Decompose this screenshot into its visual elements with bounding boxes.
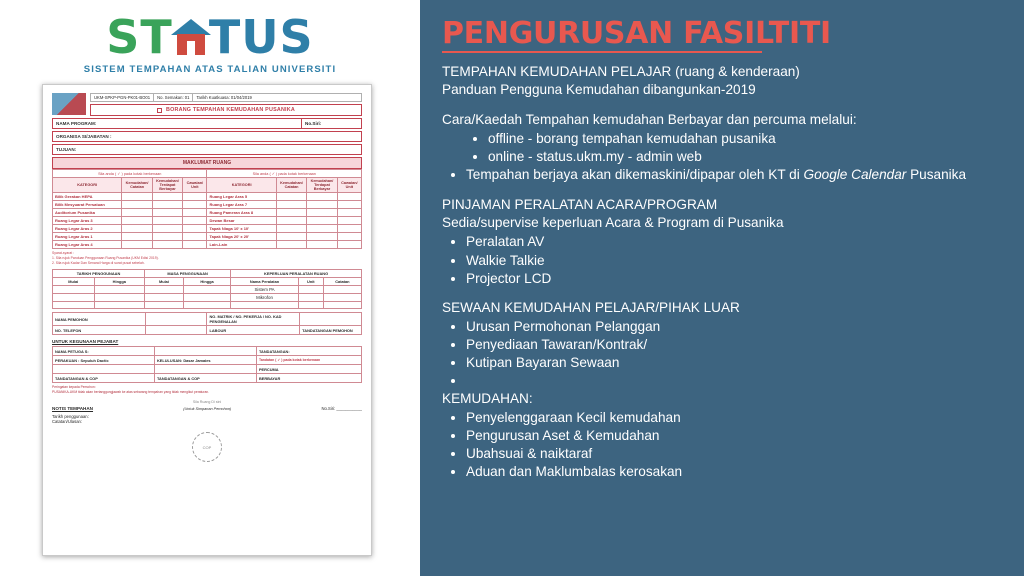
logo-tagline: SISTEM TEMPAHAN ATAS TALIAN UNIVERSITI xyxy=(83,64,337,75)
form-field-row xyxy=(52,144,362,155)
cell[interactable] xyxy=(154,347,256,356)
section2-list xyxy=(442,233,1004,287)
section1-sub-list xyxy=(442,130,1004,166)
section-band-room-info: MAKLUMAT RUANG xyxy=(52,157,362,169)
room-name: Ruang Legar Aras 5 xyxy=(207,193,276,201)
reminder-title: Peringatan kepada Pemohon: xyxy=(52,385,96,390)
section3-heading: SEWAAN KEMUDAHAN PELAJAR/PIHAK LUAR xyxy=(442,299,740,315)
col-unit-right: Cawaian/ Unit xyxy=(337,178,361,193)
col-category-left: KATEGORI xyxy=(53,178,122,193)
section1-lead: Cara/Kaedah Tempahan kemudahan Berbayar dan percuma melalui: xyxy=(442,112,857,128)
room-name: Ruang Legar Aras 4 xyxy=(53,241,122,249)
room-unit[interactable] xyxy=(337,209,361,217)
room-name: Auditorium Pusanika xyxy=(53,209,122,217)
cell[interactable] xyxy=(183,286,230,294)
form-header xyxy=(52,93,362,116)
table-row xyxy=(53,313,362,326)
room-checkbox[interactable] xyxy=(307,241,337,249)
room-checkbox[interactable] xyxy=(276,225,306,233)
table-row xyxy=(53,302,362,309)
cut-line-note: Sila Ruang Di sini xyxy=(192,399,222,404)
notis-field-note: Catatan/Ulasan: xyxy=(52,418,83,424)
list-item: • Ubahsuai & naiktaraf xyxy=(466,445,1004,463)
table-row xyxy=(53,347,362,356)
room-unit[interactable] xyxy=(337,241,361,249)
equipment-name: Mikrofon xyxy=(231,294,299,302)
cell[interactable] xyxy=(145,302,184,309)
room-name: Lain-Lain xyxy=(207,241,276,249)
form-title-text: BORANG TEMPAHAN KEMUDAHAN PUSANIKA xyxy=(166,107,295,113)
list-item: • Urusan Permohonan Pelanggan xyxy=(466,318,1004,336)
room-checkbox[interactable] xyxy=(152,233,182,241)
label-officer-name: NAMA PETUGA S: xyxy=(53,347,155,356)
col-paid-right: Kemudahan/ Terdapat Berbayar xyxy=(307,178,337,193)
room-unit[interactable] xyxy=(337,201,361,209)
room-checkbox[interactable] xyxy=(307,233,337,241)
label-percuma: PERCUMA xyxy=(256,365,361,374)
room-unit[interactable] xyxy=(337,225,361,233)
room-name: Tapak Niaga 10' x 10' xyxy=(207,225,276,233)
table-row xyxy=(53,356,362,365)
room-checkbox[interactable] xyxy=(307,201,337,209)
usage-sub-end-time: Hingga xyxy=(183,278,230,286)
room-unit[interactable] xyxy=(183,217,207,225)
label-applicant-phone: NO. TELEFON xyxy=(53,326,146,335)
table-row xyxy=(53,326,362,335)
form-code-2: No. Semakan: 01 xyxy=(154,94,193,101)
cell[interactable] xyxy=(231,302,299,309)
table-row xyxy=(53,217,362,225)
status-logo xyxy=(0,10,420,75)
logo-wordmark xyxy=(106,10,314,64)
label-signature-cop-1: TANDATANGAN & COP xyxy=(53,374,155,383)
table-row xyxy=(53,193,362,201)
usage-sub-equipment: Nama Peralatan xyxy=(231,278,299,286)
form-field-row xyxy=(52,118,362,129)
room-name: Dewan Besar xyxy=(207,217,276,225)
section2-heading: PINJAMAN PERALATAN ACARA/PROGRAM xyxy=(442,196,718,212)
room-checkbox[interactable] xyxy=(152,209,182,217)
field-label-organisation: ORGANISA SI/JABATAN : xyxy=(56,134,112,139)
room-checkbox[interactable] xyxy=(276,233,306,241)
section4-list xyxy=(442,409,1004,481)
section1-list xyxy=(442,166,1004,184)
room-name: Bilik Gerakan HEPA xyxy=(53,193,122,201)
room-checkbox[interactable] xyxy=(122,209,152,217)
cell[interactable] xyxy=(53,302,95,309)
condition-line: 1. Sila rujuk Panduan Penggunaan Ruang Pusanika (UKM Edisi 2019). xyxy=(52,256,159,261)
equipment-name: Sistem PA xyxy=(231,286,299,294)
list-item xyxy=(466,166,1004,184)
label-kelulusan: KELULUSAN: Dasar Jamaies xyxy=(154,356,256,365)
form-code-1: UKM-SPKP-PGN-PK01-BO01 xyxy=(91,94,154,101)
page-title-wrap xyxy=(442,18,1004,53)
logo-text-first: ST xyxy=(106,10,173,64)
room-checkbox[interactable] xyxy=(122,233,152,241)
room-name: Ruang Legar Aras 3 xyxy=(53,217,122,225)
table-row xyxy=(53,286,362,294)
cell[interactable] xyxy=(94,294,145,302)
room-checkbox[interactable] xyxy=(276,201,306,209)
cell[interactable] xyxy=(300,313,362,326)
cell[interactable] xyxy=(154,365,256,374)
tick-note-left: Sila anda ( ✓ ) pada kotak berkenaan xyxy=(53,170,207,178)
label-signature-cop-2: TANDATANGAN & COP xyxy=(154,374,256,383)
list-item: • Walkie Talkie xyxy=(466,252,1004,270)
room-unit[interactable] xyxy=(337,233,361,241)
room-name: Ruang Legar Aras 1 xyxy=(53,233,122,241)
form-conditions xyxy=(52,251,362,266)
officer-table xyxy=(52,346,362,383)
room-checkbox[interactable] xyxy=(152,193,182,201)
room-unit[interactable] xyxy=(183,209,207,217)
col-unit-left: Cawaian/ Unit xyxy=(183,178,207,193)
applicant-table xyxy=(52,312,362,335)
label-officer-signature: TANDATANGAN: xyxy=(256,347,361,356)
officer-section-title: UNTUK KEGUNAAN PEJABAT xyxy=(52,339,119,345)
section2-line: Sedia/supervise keperluan Acara & Program di Pusanika xyxy=(442,215,784,231)
form-code-bar xyxy=(90,93,362,102)
col-paid-left: Kemudahan/ Terdapat Berbayar xyxy=(152,178,182,193)
room-unit[interactable] xyxy=(183,241,207,249)
col-category-right: KATEGORI xyxy=(207,178,276,193)
room-checkbox[interactable] xyxy=(122,201,152,209)
room-name: Bilik Mesyuarat Persatuan xyxy=(53,201,122,209)
usage-sub-end-date: Hingga xyxy=(94,278,145,286)
room-unit[interactable] xyxy=(337,193,361,201)
notis-serial: No.Siri: ___________ xyxy=(321,405,362,411)
notis-subtitle: (Untuk Simpanan Pemohon) xyxy=(183,406,232,411)
cell[interactable] xyxy=(53,286,95,294)
section3-list xyxy=(442,318,1004,390)
table-row xyxy=(53,241,362,249)
label-applicant-signature: TANDATANGAN PEMOHON xyxy=(300,326,362,335)
tick-note-officer: Tandatan ( ✓ ) pada kotak berkenaan xyxy=(256,356,361,365)
cell[interactable] xyxy=(145,313,207,326)
room-checkbox[interactable] xyxy=(122,225,152,233)
usage-sub-start-time: Mulai xyxy=(145,278,184,286)
room-unit[interactable] xyxy=(183,193,207,201)
list-item: • Penyediaan Tawaran/Kontrak/ xyxy=(466,336,1004,354)
slide-body xyxy=(442,63,1004,482)
section4-heading: KEMUDAHAN: xyxy=(442,390,533,406)
cell[interactable] xyxy=(94,286,145,294)
form-logo xyxy=(52,93,86,115)
cell[interactable] xyxy=(145,326,207,335)
room-name: Ruang Pameran Aras 8 xyxy=(207,209,276,217)
field-label-program: NAMA PROGRAM: xyxy=(56,121,97,126)
rooms-table xyxy=(52,169,362,249)
room-checkbox[interactable] xyxy=(307,225,337,233)
field-label-purpose: TUJUAN: xyxy=(56,147,77,152)
room-checkbox[interactable] xyxy=(152,241,182,249)
list-item: • Peralatan AV xyxy=(466,233,1004,251)
list-item: • offline - borang tempahan kemudahan pusanika xyxy=(488,130,1004,148)
usage-sub-start-date: Mulai xyxy=(53,278,95,286)
cell[interactable] xyxy=(145,294,184,302)
room-name: Ruang Legar Aras 2 xyxy=(53,225,122,233)
list-item: • online - status.ukm.my - admin web xyxy=(488,148,1004,166)
room-checkbox[interactable] xyxy=(122,241,152,249)
col-facility-right: Kemudahan/ Catatan xyxy=(276,178,306,193)
cop-stamp-placeholder: COP xyxy=(192,432,222,462)
notis-title: NOTIS TEMPAHAN xyxy=(52,405,94,411)
house-icon xyxy=(171,17,211,57)
checkbox-icon xyxy=(157,108,162,113)
table-row xyxy=(53,374,362,383)
label-berbayar: BERBAYAR xyxy=(256,374,361,383)
booking-form-document xyxy=(42,84,372,556)
list-item xyxy=(466,372,1004,390)
page-title: PENGURUSAN FASILTITI xyxy=(442,16,831,51)
list-item: • Projector LCD xyxy=(466,270,1004,288)
cell[interactable] xyxy=(53,365,155,374)
room-checkbox[interactable] xyxy=(152,217,182,225)
table-row xyxy=(53,233,362,241)
bullet-prefix: Tempahan berjaya akan dikemaskini/dipapar oleh KT di xyxy=(466,167,804,183)
cell[interactable] xyxy=(145,286,184,294)
logo-text-second: TUS xyxy=(208,10,314,64)
left-panel xyxy=(0,0,420,576)
room-checkbox[interactable] xyxy=(307,209,337,217)
cell[interactable] xyxy=(183,294,230,302)
reminder-text: PUSANIKA-UKM tidak akan bertanggungjawab ke atas sebarang tempahan yang tidak mengikut peraturan. xyxy=(52,389,210,394)
usage-table xyxy=(52,269,362,309)
room-unit[interactable] xyxy=(183,201,207,209)
label-applicant-name: NAMA PEMOHON xyxy=(53,313,146,326)
intro-line-2: Panduan Pengguna Kemudahan dibangunkan-2019 xyxy=(442,82,756,98)
bullet-italic: Google Calendar xyxy=(803,167,907,183)
cell[interactable] xyxy=(183,302,230,309)
room-name: Ruang Legar Aras 7 xyxy=(207,201,276,209)
reminder-block xyxy=(52,385,362,394)
form-code-3: Tarikh Kuatkuasa: 01/04/2019 xyxy=(196,95,252,100)
list-item: • Pengurusan Aset & Kemudahan xyxy=(466,427,1004,445)
label-applicant-id: NO. MATRIK / NO. PEKERJA / NO. KAD PENGENALAN xyxy=(207,313,300,326)
label-labour: LABOUR xyxy=(207,326,300,335)
table-row xyxy=(53,294,362,302)
usage-sub-note: Catatan xyxy=(323,278,361,286)
cell[interactable] xyxy=(298,294,323,302)
room-checkbox[interactable] xyxy=(276,241,306,249)
form-title xyxy=(90,104,362,116)
label-perakuan: PERAKUAN : Sepuluh Dactic xyxy=(53,356,155,365)
room-checkbox[interactable] xyxy=(152,201,182,209)
bullet-suffix: Pusanika xyxy=(906,167,967,183)
cell[interactable] xyxy=(298,286,323,294)
room-checkbox[interactable] xyxy=(276,209,306,217)
usage-sub-unit: Unit xyxy=(298,278,323,286)
room-unit[interactable] xyxy=(337,217,361,225)
field-label-serial: No.Siri: xyxy=(301,119,361,128)
usage-date-header: TARIKH PENGGUNAAN xyxy=(53,270,145,278)
intro-line-1: TEMPAHAN KEMUDAHAN PELAJAR (ruang & kenderaan) xyxy=(442,63,800,79)
list-item: • Aduan dan Maklumbalas kerosakan xyxy=(466,463,1004,481)
table-row xyxy=(53,225,362,233)
list-item: • Kutipan Bayaran Sewaan xyxy=(466,354,1004,372)
room-checkbox[interactable] xyxy=(307,193,337,201)
conditions-title: Syarat-syarat : xyxy=(52,251,75,255)
room-checkbox[interactable] xyxy=(122,217,152,225)
notis-field-date: Tarikh penggunaan: xyxy=(52,413,89,419)
tick-note-right: Sila anda ( ✓ ) pada kotak berkenaan xyxy=(207,170,362,178)
room-unit[interactable] xyxy=(183,225,207,233)
usage-time-header: MASA PENGGUNAAN xyxy=(145,270,231,278)
cell[interactable] xyxy=(53,294,95,302)
room-checkbox[interactable] xyxy=(276,217,306,225)
cell[interactable] xyxy=(298,302,323,309)
condition-line: 2. Sila rujuk Kadar Dan Senarai Harga di surat pusat sebelah. xyxy=(52,261,145,266)
cell[interactable] xyxy=(323,302,361,309)
room-checkbox[interactable] xyxy=(276,193,306,201)
usage-equipment-header: KEPERLUAN PERALATAN RUANG xyxy=(231,270,362,278)
table-row xyxy=(53,365,362,374)
table-row xyxy=(53,209,362,217)
cell[interactable] xyxy=(323,294,361,302)
room-name: Tapak Niaga 20' x 20' xyxy=(207,233,276,241)
list-item: • Penyelenggaraan Kecil kemudahan xyxy=(466,409,1004,427)
room-checkbox[interactable] xyxy=(307,217,337,225)
form-field-row xyxy=(52,131,362,142)
table-row xyxy=(53,201,362,209)
room-unit[interactable] xyxy=(183,233,207,241)
room-checkbox[interactable] xyxy=(152,225,182,233)
col-facility-left: Kemudahan/ Catatan xyxy=(122,178,152,193)
cell[interactable] xyxy=(323,286,361,294)
right-panel xyxy=(420,0,1024,576)
room-checkbox[interactable] xyxy=(122,193,152,201)
cell[interactable] xyxy=(94,302,145,309)
